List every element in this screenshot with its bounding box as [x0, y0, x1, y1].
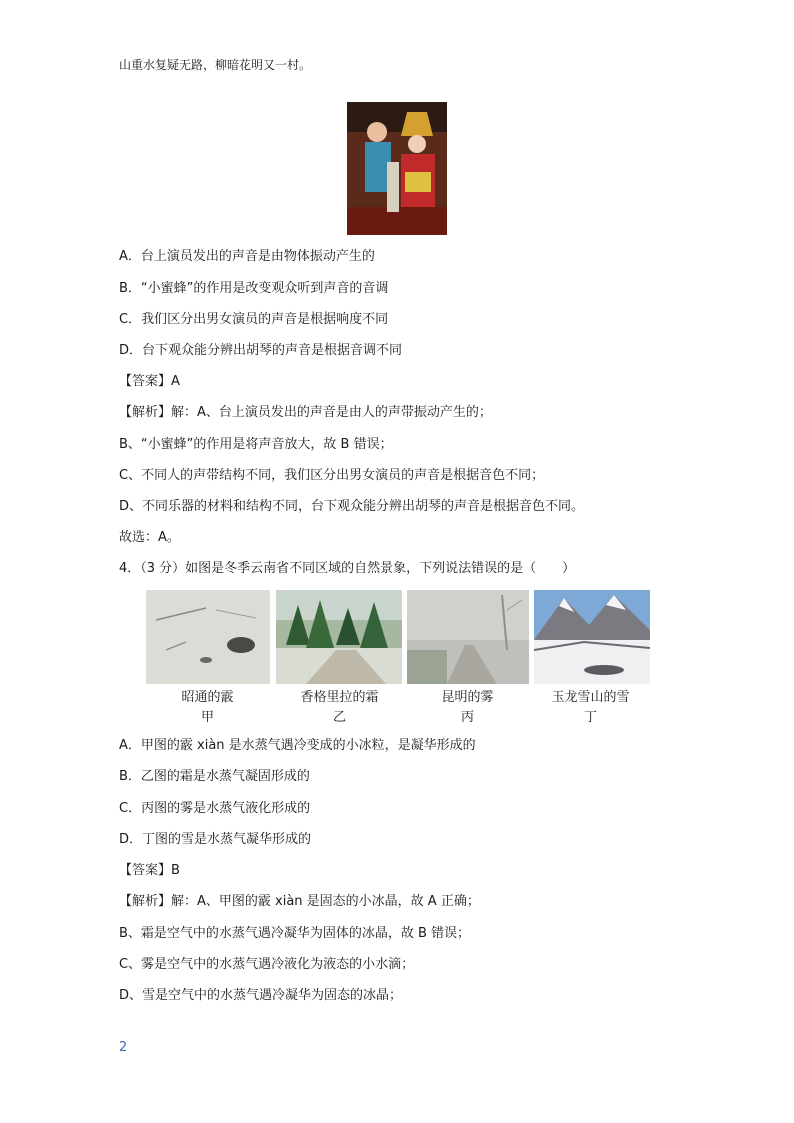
- q3-answer: 【答案】A: [119, 374, 180, 389]
- caption-yi: [277, 688, 402, 728]
- q3-analysis-line: 故选：A。: [119, 530, 180, 545]
- q4-option-b: B．乙图的霜是水蒸气凝固形成的: [119, 769, 310, 784]
- q3-analysis-line: D、不同乐器的材料和结构不同，台下观众能分辨出胡琴的声音是根据音色不同。: [119, 499, 585, 514]
- q3-option-a: A．台上演员发出的声音是由物体振动产生的: [119, 249, 375, 264]
- q4-analysis-line: D、雪是空气中的水蒸气遇冷凝华为固态的冰晶；: [119, 988, 403, 1003]
- q4-option-d: D．丁图的雪是水蒸气凝华形成的: [119, 832, 312, 847]
- page-number: 2: [119, 1040, 128, 1055]
- caption-bing-name: 昆明的雾: [441, 690, 494, 705]
- q3-analysis-line: B、“小蜜蜂”的作用是将声音放大，故 B 错误；: [119, 437, 393, 452]
- opera-stage-photo: [347, 102, 447, 235]
- top-line: 山重水复疑无路，柳暗花明又一村。: [119, 58, 312, 72]
- fog-photo: [407, 590, 529, 684]
- q4-option-a: A．甲图的霰 xiàn 是水蒸气遇冷变成的小冰粒，是凝华形成的: [119, 738, 476, 753]
- caption-yi-name: 香格里拉的霜: [300, 690, 379, 705]
- q4-answer: 【答案】B: [119, 863, 180, 878]
- caption-jia: [145, 688, 270, 728]
- q4-analysis-line: B、霜是空气中的水蒸气遇冷凝华为固体的冰晶，故 B 错误；: [119, 926, 471, 941]
- q4-analysis-line: C、雾是空气中的水蒸气遇冷液化为液态的小水滴；: [119, 957, 415, 972]
- snow-mountain-photo: [534, 590, 650, 684]
- caption-ding: [528, 688, 653, 728]
- q3-analysis-line: C、不同人的声带结构不同，我们区分出男女演员的声音是根据音色不同；: [119, 468, 545, 483]
- q3-option-c: C．我们区分出男女演员的声音是根据响度不同: [119, 312, 389, 327]
- q3-option-d: D．台下观众能分辨出胡琴的声音是根据音调不同: [119, 343, 403, 358]
- caption-ding-tag: 丁: [583, 710, 597, 725]
- caption-jia-tag: 甲: [200, 710, 214, 725]
- caption-yi-tag: 乙: [332, 710, 346, 725]
- caption-jia-name: 昭通的霰: [181, 690, 234, 705]
- q3-option-b: B．“小蜜蜂”的作用是改变观众听到声音的音调: [119, 281, 389, 296]
- caption-bing-tag: 丙: [460, 710, 474, 725]
- frost-photo: [276, 590, 402, 684]
- graupel-photo: [146, 590, 270, 684]
- q4-option-c: C．丙图的雾是水蒸气液化形成的: [119, 801, 311, 816]
- q3-analysis-line: 【解析】解：A、台上演员发出的声音是由人的声带振动产生的；: [119, 405, 492, 420]
- q4-stem: 4．（3 分）如图是冬季云南省不同区域的自然景象，下列说法错误的是（ ）: [119, 561, 576, 576]
- caption-bing: [405, 688, 530, 728]
- q4-analysis-line: 【解析】解：A、甲图的霰 xiàn 是固态的小冰晶，故 A 正确；: [119, 894, 480, 909]
- caption-ding-name: 玉龙雪山的雪: [551, 690, 630, 705]
